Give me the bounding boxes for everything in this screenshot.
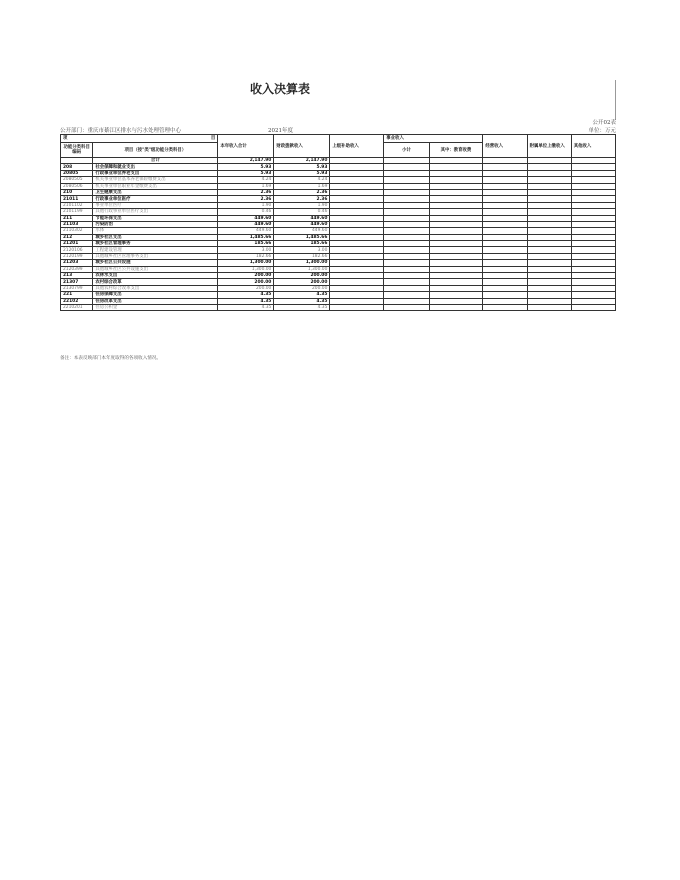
row-upper xyxy=(330,304,384,310)
row-fiscal: 5.93 xyxy=(274,170,330,176)
page-title: 收入决算表 xyxy=(249,82,310,96)
row-code: 21103 xyxy=(61,221,93,227)
row-total: 4.24 xyxy=(218,177,274,183)
row-other xyxy=(571,304,615,310)
row-code: 2080506 xyxy=(61,183,93,189)
row-name: 机关事业单位职业年金缴费支出 xyxy=(93,183,218,189)
row-code: 211 xyxy=(61,215,93,221)
row-business-subtotal xyxy=(384,304,429,310)
row-name: 事业单位医疗 xyxy=(93,202,218,208)
row-name: 城乡社区管理事务 xyxy=(93,241,218,247)
row-code: 213 xyxy=(61,273,93,279)
department-label: 公开部门：重庆市綦江区排水与污水处理管理中心 xyxy=(60,128,182,134)
row-total: 4.35 xyxy=(218,304,274,310)
row-total: 1,300.00 xyxy=(218,266,274,272)
row-code: 2110302 xyxy=(61,228,93,234)
row-name: 卫生健康支出 xyxy=(93,189,218,195)
row-name: 农林水支出 xyxy=(93,273,218,279)
col-code-header: 功能分类科目编码 xyxy=(61,143,93,158)
row-edu-fee xyxy=(429,304,483,310)
row-fiscal: 200.00 xyxy=(274,279,330,285)
row-code: 210 xyxy=(61,189,93,195)
row-fiscal: 449.60 xyxy=(274,221,330,227)
row-fiscal: 1,300.00 xyxy=(274,260,330,266)
year-label: 2021年度 xyxy=(268,128,293,134)
row-total: 200.00 xyxy=(218,285,274,291)
row-name: 机关事业单位基本养老保险缴费支出 xyxy=(93,177,218,183)
income-table xyxy=(60,134,616,311)
row-fiscal: 449.60 xyxy=(274,215,330,221)
row-fiscal: 4.35 xyxy=(274,298,330,304)
row-fiscal: 1.69 xyxy=(274,183,330,189)
row-fiscal: 449.60 xyxy=(274,228,330,234)
row-fiscal: 200.00 xyxy=(274,273,330,279)
col-upper-header: 上级补助收入 xyxy=(330,135,384,158)
row-code: 2101102 xyxy=(61,202,93,208)
row-fiscal: 200.00 xyxy=(274,285,330,291)
row-fiscal: 4.35 xyxy=(274,304,330,310)
row-total: 200.00 xyxy=(218,273,274,279)
row-fiscal: 2,147.90 xyxy=(274,158,330,164)
row-fiscal: 3.00 xyxy=(274,247,330,253)
row-total: 4.35 xyxy=(218,292,274,298)
row-name: 节能环保支出 xyxy=(93,215,218,221)
row-code: 22102 xyxy=(61,298,93,304)
row-fiscal: 0.46 xyxy=(274,209,330,215)
row-fiscal: 2.36 xyxy=(274,196,330,202)
row-total: 449.60 xyxy=(218,228,274,234)
row-fiscal: 5.93 xyxy=(274,164,330,170)
row-name: 其他农村综合改革支出 xyxy=(93,285,218,291)
row-name: 城乡社区公共设施 xyxy=(93,260,218,266)
item-header-left: 项 xyxy=(63,136,68,141)
row-total: 3.00 xyxy=(218,247,274,253)
row-name: 水体 xyxy=(93,228,218,234)
row-name: 行政事业单位养老支出 xyxy=(93,170,218,176)
row-total: 200.00 xyxy=(218,279,274,285)
row-total: 1.90 xyxy=(218,202,274,208)
row-code: 212 xyxy=(61,234,93,240)
table-note: 备注：本表反映部门本年度取得的各项收入情况。 xyxy=(60,356,162,361)
col-other-header: 其他收入 xyxy=(571,135,615,158)
row-total: 449.60 xyxy=(218,221,274,227)
row-total: 2,147.90 xyxy=(218,158,274,164)
row-code: 2210201 xyxy=(61,304,93,310)
row-code: 21307 xyxy=(61,279,93,285)
col-edu-header: 其中：教育收费 xyxy=(429,143,483,158)
col-name-header: 项目（按"类"级功能分类科目） xyxy=(93,143,218,158)
row-code: 2101199 xyxy=(61,209,93,215)
row-total: 185.66 xyxy=(218,241,274,247)
row-total: 1,300.00 xyxy=(218,260,274,266)
report-meta xyxy=(60,126,616,134)
row-name: 城乡社区支出 xyxy=(93,234,218,240)
row-name: 住房保障支出 xyxy=(93,292,218,298)
item-header-right: 目 xyxy=(210,136,216,141)
row-name: 合计 xyxy=(93,158,218,164)
row-code: 2080505 xyxy=(61,177,93,183)
unit-label: 单位：万元 xyxy=(588,128,616,134)
row-total: 2.36 xyxy=(218,196,274,202)
row-name: 农村综合改革 xyxy=(93,279,218,285)
row-total: 182.66 xyxy=(218,253,274,259)
row-code: 208 xyxy=(61,164,93,170)
col-total-header: 本年收入合计 xyxy=(218,135,274,158)
row-affiliated xyxy=(527,304,571,310)
col-fiscal-header: 财政拨款收入 xyxy=(274,135,330,158)
row-total: 2.36 xyxy=(218,189,274,195)
row-total: 1.69 xyxy=(218,183,274,189)
row-name: 工程建设管理 xyxy=(93,247,218,253)
row-total: 4.35 xyxy=(218,298,274,304)
row-total: 5.93 xyxy=(218,164,274,170)
row-fiscal: 2.36 xyxy=(274,189,330,195)
row-name: 行政事业单位医疗 xyxy=(93,196,218,202)
row-fiscal: 4.35 xyxy=(274,292,330,298)
row-code: 21201 xyxy=(61,241,93,247)
row-code: 2120199 xyxy=(61,253,93,259)
row-code: 2130799 xyxy=(61,285,93,291)
form-number: 公开02表 xyxy=(592,120,616,126)
row-operating xyxy=(483,304,527,310)
item-header xyxy=(61,135,218,143)
col-affiliated-header: 附属单位上缴收入 xyxy=(527,135,571,158)
row-code: 20805 xyxy=(61,170,93,176)
row-name: 社会保障和就业支出 xyxy=(93,164,218,170)
row-fiscal: 1.90 xyxy=(274,202,330,208)
row-total: 5.93 xyxy=(218,170,274,176)
row-total: 1,485.66 xyxy=(218,234,274,240)
income-table-body xyxy=(61,158,616,311)
table-row xyxy=(61,304,616,310)
row-total: 0.46 xyxy=(218,209,274,215)
row-name: 其他城乡社区管理事务支出 xyxy=(93,253,218,259)
row-code: 2120399 xyxy=(61,266,93,272)
row-name: 其他行政事业单位医疗支出 xyxy=(93,209,218,215)
row-name: 住房改革支出 xyxy=(93,298,218,304)
row-total: 449.60 xyxy=(218,215,274,221)
row-fiscal: 4.24 xyxy=(274,177,330,183)
divider-line xyxy=(615,80,616,120)
col-subtotal-header: 小计 xyxy=(384,143,429,158)
row-fiscal: 1,300.00 xyxy=(274,266,330,272)
row-code: 21011 xyxy=(61,196,93,202)
row-fiscal: 182.66 xyxy=(274,253,330,259)
row-name: 住房公积金 xyxy=(93,304,218,310)
row-name: 污染防治 xyxy=(93,221,218,227)
col-business-header: 事业收入 xyxy=(384,135,483,143)
row-fiscal: 1,485.66 xyxy=(274,234,330,240)
row-code: 221 xyxy=(61,292,93,298)
row-fiscal: 185.66 xyxy=(274,241,330,247)
col-operating-header: 经营收入 xyxy=(483,135,527,158)
row-code: 2120106 xyxy=(61,247,93,253)
row-code: 21203 xyxy=(61,260,93,266)
row-name: 其他城乡社区公共设施支出 xyxy=(93,266,218,272)
